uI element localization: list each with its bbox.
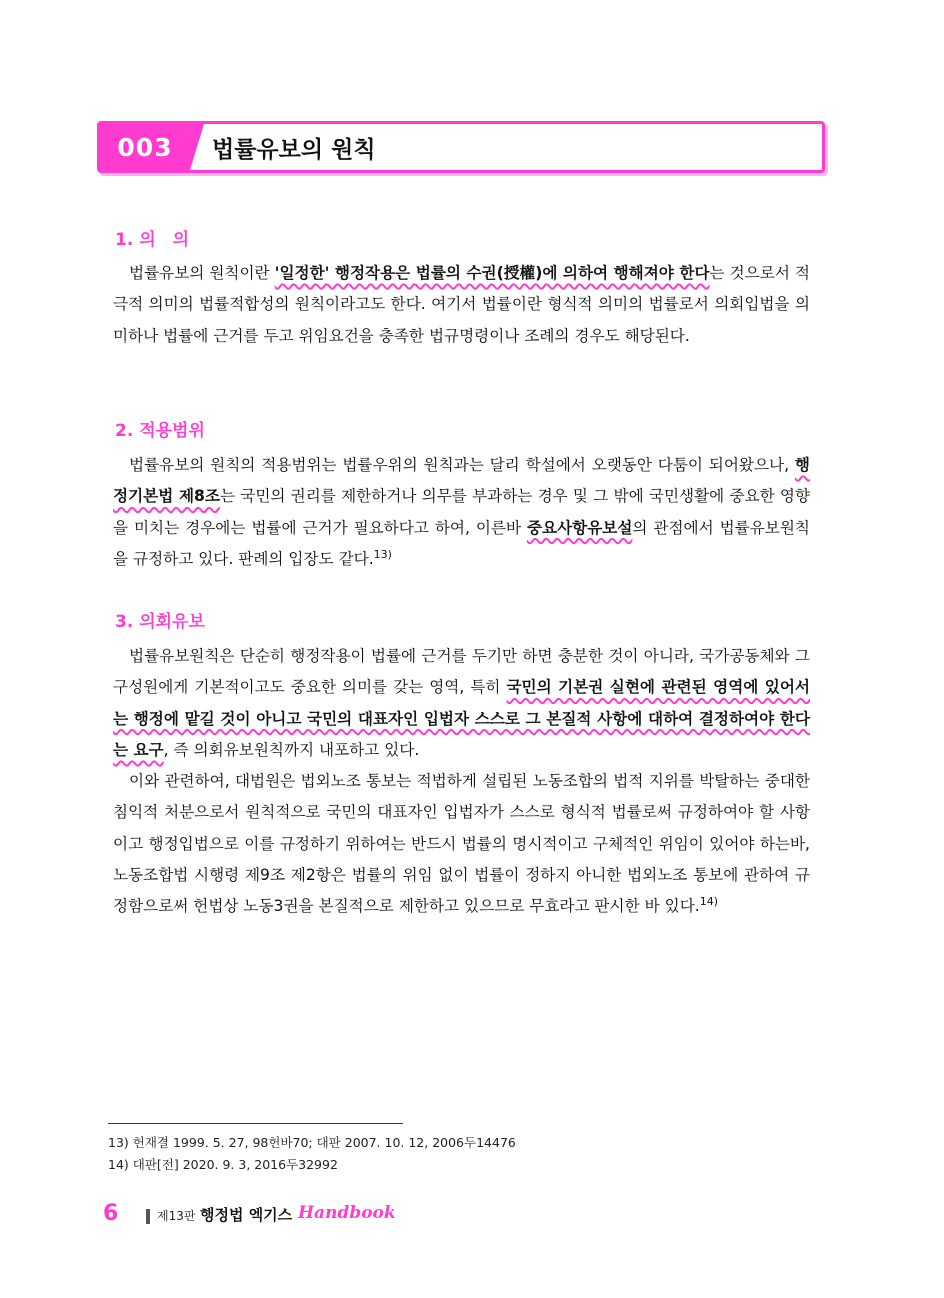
- chapter-number-notch: [190, 124, 204, 170]
- text-run: , 즉 의회유보원칙까지 내포하고 있다.: [163, 740, 420, 759]
- section-body-1: [113, 258, 810, 352]
- footer-book-title: 행정법 엑기스: [200, 1206, 293, 1224]
- footnote-ref[interactable]: 14): [699, 895, 719, 909]
- paragraph: [113, 450, 810, 575]
- footnote-13: 13) 헌재결 1999. 5. 27, 98헌바70; 대판 2007. 10. 12, 2006두14476: [108, 1135, 516, 1150]
- section-body-2: [113, 450, 810, 575]
- section-heading-3: 3. 의회유보: [115, 612, 205, 632]
- page-number: 6: [103, 1201, 119, 1226]
- paragraph: [113, 641, 810, 766]
- section-heading-1: 1. 의 의: [115, 230, 190, 250]
- footer-separator: [146, 1209, 150, 1224]
- footnote-ref[interactable]: 13): [373, 547, 392, 561]
- text-run: 는 것으로서 적극적 의미의 법률적합성의 원칙이라고도 한다. 여기서 법률이란 형식적 의미의 법률로서 의회입법을 의미하나 법률에 근거를 두고 위임요건을 충족한 법규명령이나 조례의 경우도 해당된다.: [113, 264, 810, 345]
- footnote-divider: [108, 1123, 403, 1124]
- text-run: 법률유보의 원칙의 적용범위는 법률우위의 원칙과는 달리 학설에서 오랫동안 다툼이 되어왔으나,: [129, 456, 795, 474]
- text-run: 의 관점에서 법률유보원칙을 규정하고 있다. 판례의 입장도 같다.: [113, 518, 810, 568]
- key-phrase: '일정한' 행정작용은 법률의 수권(授權)에 의하여 행해져야 한다: [274, 264, 710, 282]
- paragraph: [113, 258, 810, 352]
- chapter-title: 법률유보의 원칙: [212, 136, 376, 163]
- text-run: 는 국민의 권리를 제한하거나 의무를 부과하는 경우 및 그 밖에 국민생활에 중요한 영향을 미치는 경우에는 법률에 근거가 필요하다고 하여, 이른바: [113, 487, 810, 537]
- key-phrase: 중요사항유보설: [526, 518, 633, 537]
- section-heading-2: 2. 적용범위: [115, 421, 205, 441]
- key-phrase: 행정기본법 제8조: [113, 456, 810, 506]
- footnote-14: 14) 대판[전] 2020. 9. 3, 2016두32992: [108, 1157, 338, 1172]
- paragraph: [113, 766, 810, 922]
- text-run: 법률유보원칙은 단순히 행정작용이 법률에 근거를 두기만 하면 충분한 것이 아니라, 국가공동체와 그 구성원에게 기본적이고도 중요한 의미를 갖는 영역, 특히: [113, 647, 810, 697]
- key-phrase: 국민의 기본권 실현에 관련된 영역에 있어서는 행정에 맡길 것이 아니고 국민의 대표자인 입법자 스스로 그 본질적 사항에 대하여 결정하여야 한다는 요구: [113, 678, 810, 759]
- footer-handbook-logo: Handbook: [298, 1203, 396, 1223]
- chapter-number: 003: [100, 124, 190, 170]
- section-body-3: [113, 641, 810, 923]
- text-run: 이와 관련하여, 대법원은 법외노조 통보는 적법하게 설립된 노동조합의 법적 지위를 박탈하는 중대한 침익적 처분으로서 원칙적으로 국민의 대표자인 입법자가 스스로 형식적 법률로써 규정하여야 할 사항이고 행정입법으로 이를 규정하기 위하여는 반드시 법률의 명시적이고 구체적인 위임이 있어야 하는바, 노동조합법 시행령 제9조 제2항은 법률의 위임 없이 법률이 정하지 아니한 법외노조 통보에 관하여 규정함으로써 헌법상 노동3권을 본질적으로 제한하고 있으므로 무효라고 판시한 바 있다.: [113, 772, 810, 916]
- chapter-header: [97, 121, 825, 173]
- text-run: 법률유보의 원칙이란: [129, 264, 275, 282]
- footer-edition: 제13판: [157, 1209, 196, 1223]
